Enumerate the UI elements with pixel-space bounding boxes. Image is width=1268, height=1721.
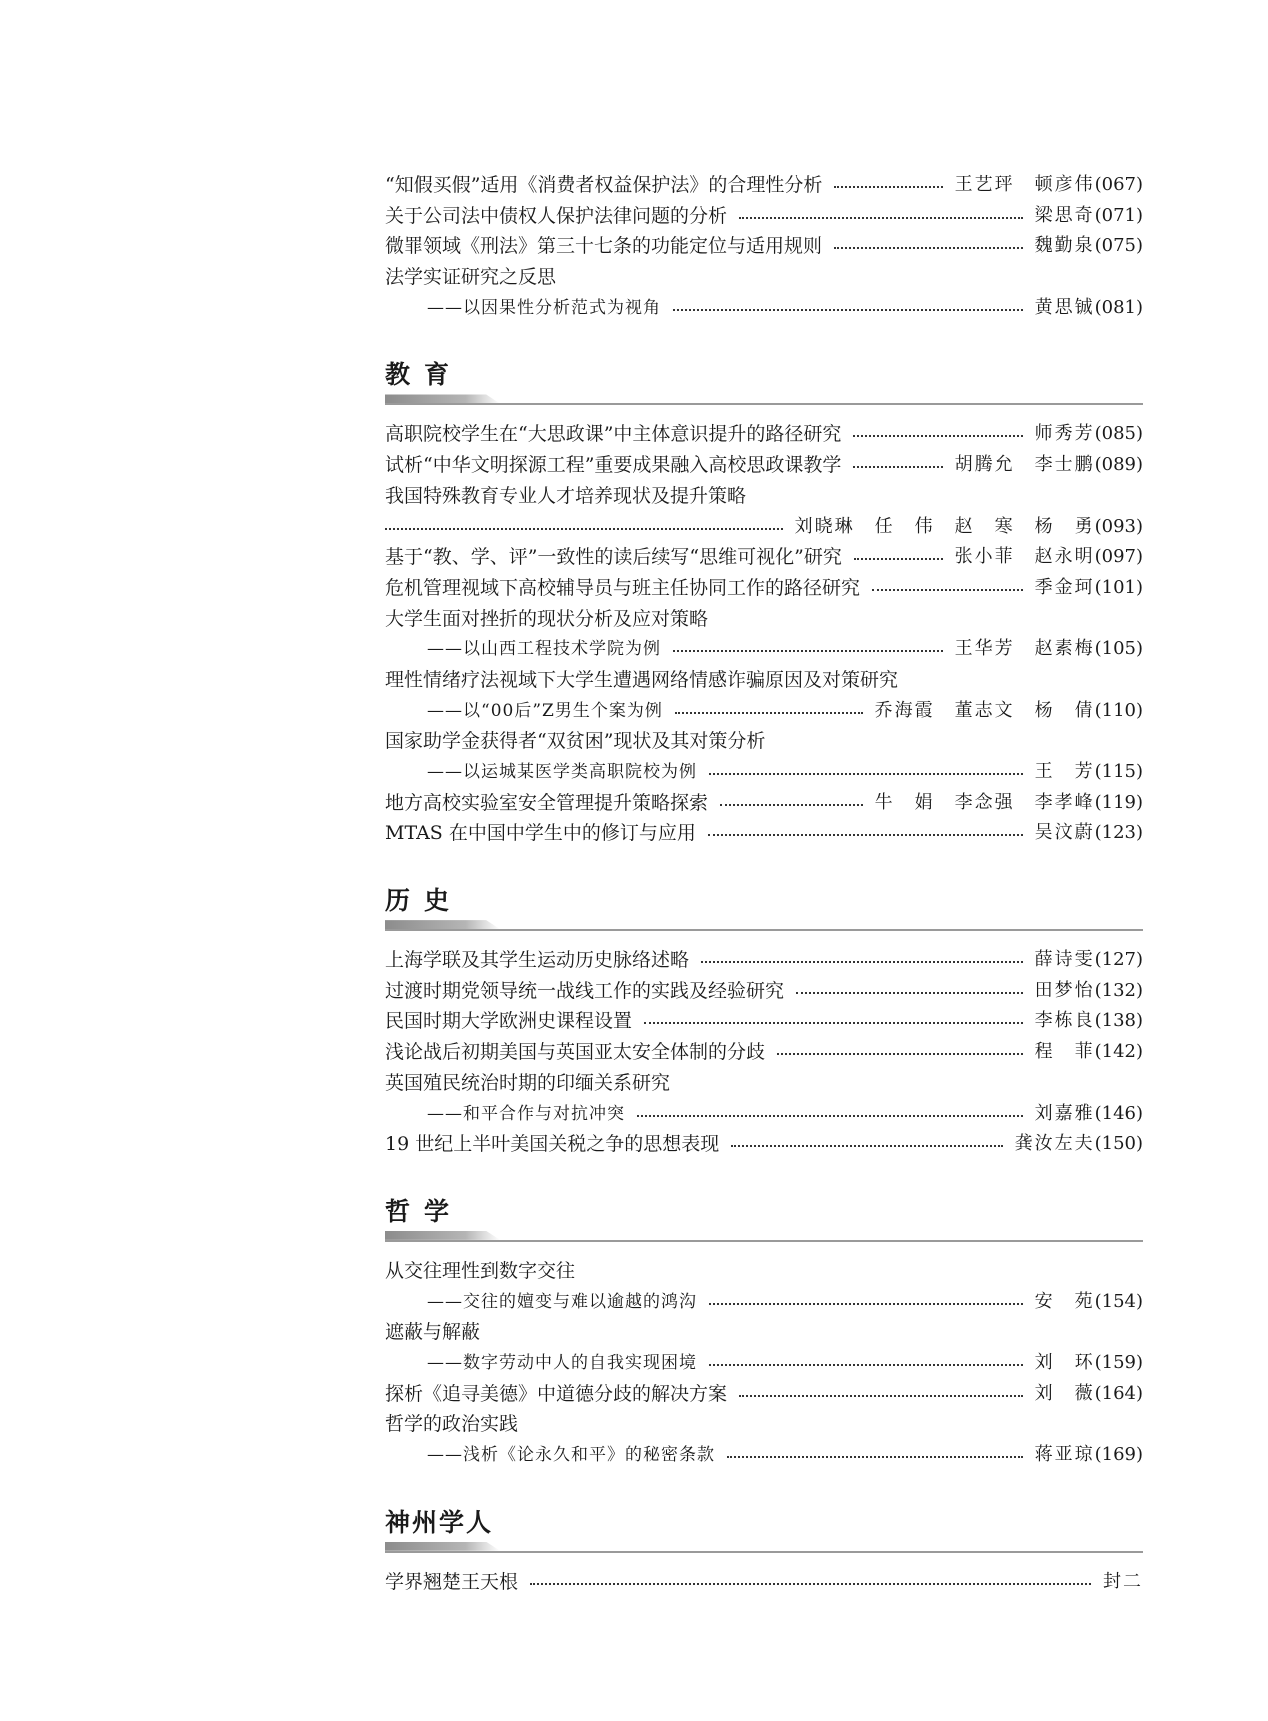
toc-entry[interactable] (385, 512, 1143, 543)
entry-ref (1035, 1348, 1143, 1379)
dot-leader (637, 1115, 1023, 1117)
entry-authors: 牛 娟 李念强 李孝峰 (874, 791, 1095, 813)
entry-ref (1035, 757, 1143, 788)
entry-page: (138) (1094, 1010, 1143, 1032)
dot-leader (720, 804, 863, 806)
dot-leader (709, 1303, 1023, 1305)
entry-title: 探析《追寻美德》中道德分歧的解决方案 (385, 1382, 728, 1405)
toc-entry-subtitle[interactable] (385, 634, 1143, 665)
entry-authors: 安 苑 (1034, 1290, 1095, 1312)
section-title: 神州学人 (385, 1507, 494, 1537)
section-rule (385, 1551, 1143, 1553)
entry-ref (955, 450, 1143, 481)
section-header (385, 1493, 1143, 1553)
toc-entry[interactable] (385, 1409, 1143, 1440)
entry-page: (150) (1094, 1133, 1143, 1155)
entry-ref (1035, 1037, 1143, 1068)
entry-ref (875, 788, 1143, 819)
entry-authors: 梁思奇 (1034, 204, 1095, 226)
toc-entry[interactable] (385, 1037, 1143, 1068)
entry-page: (164) (1094, 1382, 1143, 1404)
section-accent-bar (385, 394, 500, 403)
toc-entry[interactable] (385, 788, 1143, 819)
toc-entry[interactable] (385, 976, 1143, 1007)
dot-leader (796, 992, 1023, 994)
entry-ref (1035, 1379, 1143, 1410)
entry-authors: 黄思铖 (1034, 296, 1095, 318)
dot-leader (739, 1395, 1023, 1397)
entry-title: ——以山西工程技术学院为例 (427, 639, 661, 660)
entry-title: ——和平合作与对抗冲突 (427, 1103, 625, 1124)
entry-ref (795, 512, 1143, 543)
toc-entry-subtitle[interactable] (385, 1287, 1143, 1318)
dot-leader (530, 1583, 1091, 1585)
entry-page: (105) (1094, 638, 1143, 660)
entry-authors: 乔海霞 董志文 杨 倩 (874, 699, 1095, 721)
entry-title: 过渡时期党领导统一战线工作的实践及经验研究 (385, 979, 785, 1002)
entry-title: 英国殖民统治时期的印缅关系研究 (385, 1071, 671, 1094)
section-accent-bar (385, 920, 500, 929)
entry-title: 理性情绪疗法视域下大学生遭遇网络情感诈骗原因及对策研究 (385, 668, 899, 691)
section-header (385, 871, 1143, 931)
entry-ref (1035, 818, 1143, 849)
toc-entry[interactable] (385, 945, 1143, 976)
entry-page: (097) (1094, 546, 1143, 568)
toc-entry[interactable] (385, 201, 1143, 232)
section-rule (385, 403, 1143, 405)
toc-entry[interactable] (385, 818, 1143, 849)
entry-authors: 魏勤泉 (1034, 235, 1095, 257)
section-accent-bar (385, 1231, 500, 1240)
dot-leader (708, 834, 1023, 836)
entry-authors: 刘嘉雅 (1034, 1102, 1095, 1124)
section-title: 教育 (385, 360, 464, 390)
dot-leader (834, 247, 1023, 249)
entry-authors: 田梦怡 (1034, 979, 1095, 1001)
toc-entry[interactable] (385, 450, 1143, 481)
entry-page: (110) (1094, 699, 1143, 721)
toc-entry[interactable] (385, 1379, 1143, 1410)
dot-leader (709, 1364, 1023, 1366)
entry-ref (955, 634, 1143, 665)
entry-authors: 王华芳 赵素梅 (954, 638, 1095, 660)
entry-authors: 李栋良 (1034, 1010, 1095, 1032)
entry-title: 遮蔽与解蔽 (385, 1321, 481, 1344)
toc-entry[interactable] (385, 262, 1143, 293)
entry-page: (081) (1094, 296, 1143, 318)
entry-title: 学界翘楚王天根 (385, 1570, 519, 1593)
entry-ref (1035, 976, 1143, 1007)
entry-ref (1035, 1006, 1143, 1037)
entry-authors: 张小菲 赵永明 (954, 546, 1095, 568)
entry-title: 法学实证研究之反思 (385, 266, 557, 289)
entry-title: 关于公司法中债权人保护法律问题的分析 (385, 204, 728, 227)
toc-entry[interactable] (385, 542, 1143, 573)
entry-title: 大学生面对挫折的现状分析及应对策略 (385, 607, 709, 630)
entry-ref (1035, 293, 1143, 324)
table-of-contents (385, 170, 1143, 1597)
toc-entry-subtitle[interactable] (385, 757, 1143, 788)
entry-page: (119) (1094, 791, 1143, 813)
toc-entry[interactable] (385, 726, 1143, 757)
entry-authors: 薛诗雯 (1034, 949, 1095, 971)
entry-authors: 胡腾允 李士鹏 (954, 454, 1095, 476)
entry-page: (127) (1094, 949, 1143, 971)
section-title: 哲学 (385, 1196, 464, 1226)
entry-ref (1035, 201, 1143, 232)
toc-entry[interactable] (385, 1256, 1143, 1287)
dot-leader (853, 435, 1023, 437)
entry-page: (085) (1094, 423, 1143, 445)
dot-leader (854, 558, 943, 560)
entry-title: MTAS 在中国中学生中的修订与应用 (385, 822, 696, 845)
toc-entry[interactable] (385, 1129, 1143, 1160)
entry-title: “知假买假”适用《消费者权益保护法》的合理性分析 (385, 174, 823, 196)
entry-title: 基于“教、学、评”一致性的读后续写“思维可视化”研究 (385, 546, 842, 569)
dot-leader (727, 1456, 1023, 1458)
section-rule (385, 929, 1143, 931)
dot-leader (675, 712, 863, 714)
entry-title: 民国时期大学欧洲史课程设置 (385, 1010, 633, 1033)
entry-authors: 封二 (1103, 1570, 1143, 1592)
entry-ref (955, 542, 1143, 573)
toc-entry-subtitle[interactable] (385, 1348, 1143, 1379)
entry-page: (132) (1094, 979, 1143, 1001)
entry-ref (1035, 1099, 1143, 1130)
entry-page: (123) (1094, 822, 1143, 844)
entry-page: (067) (1094, 174, 1143, 195)
entry-ref (1035, 1287, 1143, 1318)
entry-page: (142) (1094, 1041, 1143, 1063)
entry-title: ——交往的嬗变与难以逾越的鸿沟 (427, 1291, 697, 1312)
entry-title: 浅论战后初期美国与英国亚太安全体制的分歧 (385, 1041, 766, 1064)
entry-title: 试析“中华文明探源工程”重要成果融入高校思政课教学 (385, 454, 842, 477)
entry-authors: 龚汝左夫 (1014, 1133, 1095, 1155)
entry-authors: 吴汶蔚 (1034, 822, 1095, 844)
section-header (385, 345, 1143, 405)
toc-entry[interactable] (385, 1317, 1143, 1348)
toc-entry-subtitle[interactable] (385, 1440, 1143, 1471)
dot-leader (385, 528, 783, 530)
entry-page: (159) (1094, 1351, 1143, 1373)
entry-ref (955, 170, 1143, 201)
entry-page: (101) (1094, 576, 1143, 598)
entry-title: ——数字劳动中人的自我实现困境 (427, 1352, 697, 1373)
entry-page: (071) (1094, 204, 1143, 226)
toc-entry[interactable] (385, 665, 1143, 696)
dot-leader (701, 961, 1023, 963)
entry-page: (169) (1094, 1444, 1143, 1465)
dot-leader (853, 466, 943, 468)
entry-title: ——浅析《论永久和平》的秘密条款 (427, 1445, 715, 1465)
section-header (385, 1182, 1143, 1242)
section-rule (385, 1240, 1143, 1242)
entry-title: 微罪领域《刑法》第三十七条的功能定位与适用规则 (385, 235, 823, 258)
dot-leader (834, 186, 943, 188)
entry-page: (093) (1094, 515, 1143, 537)
entry-title: 哲学的政治实践 (385, 1413, 519, 1436)
entry-page: (075) (1094, 235, 1143, 257)
entry-title: ——以运城某医学类高职院校为例 (427, 762, 697, 782)
entry-authors: 王 芳 (1034, 761, 1095, 782)
toc-entry[interactable] (385, 604, 1143, 635)
entry-authors: 刘晓琳 任 伟 赵 寒 杨 勇 (794, 515, 1095, 537)
entry-authors: 蒋亚琼 (1034, 1444, 1095, 1465)
entry-title: ——以因果性分析范式为视角 (427, 297, 661, 318)
entry-title: 从交往理性到数字交往 (385, 1259, 576, 1282)
dot-leader (709, 773, 1023, 775)
dot-leader (644, 1022, 1023, 1024)
toc-entry-subtitle[interactable] (385, 1099, 1143, 1130)
entry-authors: 程 菲 (1034, 1041, 1095, 1063)
section-accent-bar (385, 1542, 500, 1551)
entry-title: 上海学联及其学生运动历史脉络述略 (385, 949, 690, 972)
entry-page: (089) (1094, 454, 1143, 476)
section-title: 历史 (385, 886, 464, 916)
dot-leader (872, 589, 1023, 591)
entry-title: ——以“00后”Z男生个案为例 (427, 700, 663, 721)
toc-entry[interactable] (385, 231, 1143, 262)
entry-authors: 王艺玶 顿彦伟 (954, 174, 1095, 195)
entry-page: (146) (1094, 1102, 1143, 1124)
entry-ref (1015, 1129, 1143, 1160)
dot-leader (673, 309, 1023, 311)
entry-title: 19 世纪上半叶美国关税之争的思想表现 (385, 1133, 720, 1156)
entry-title: 我国特殊教育专业人才培养现状及提升策略 (385, 484, 747, 507)
entry-authors: 师秀芳 (1034, 423, 1095, 445)
entry-ref (1103, 1567, 1143, 1598)
dot-leader (777, 1053, 1023, 1055)
toc-entry-subtitle[interactable] (385, 293, 1143, 324)
entry-ref (1035, 1440, 1143, 1471)
toc-entry-subtitle[interactable] (385, 696, 1143, 727)
toc-entry[interactable] (385, 1006, 1143, 1037)
entry-ref (1035, 231, 1143, 262)
toc-entry[interactable] (385, 481, 1143, 512)
entry-authors: 季金珂 (1034, 576, 1095, 598)
entry-title: 高职院校学生在“大思政课”中主体意识提升的路径研究 (385, 423, 842, 446)
toc-entry[interactable] (385, 1068, 1143, 1099)
toc-entry[interactable] (385, 170, 1143, 201)
dot-leader (673, 650, 943, 652)
entry-ref (1035, 945, 1143, 976)
entry-ref (1035, 419, 1143, 450)
dot-leader (739, 217, 1023, 219)
entry-page: (115) (1094, 761, 1143, 782)
entry-page: (154) (1094, 1290, 1143, 1312)
toc-entry[interactable] (385, 419, 1143, 450)
entry-title: 危机管理视域下高校辅导员与班主任协同工作的路径研究 (385, 576, 861, 599)
toc-entry[interactable] (385, 1567, 1143, 1598)
entry-authors: 刘 环 (1034, 1351, 1095, 1373)
toc-entry[interactable] (385, 573, 1143, 604)
entry-title: 国家助学金获得者“双贫困”现状及其对策分析 (385, 730, 766, 753)
entry-ref (875, 696, 1143, 727)
entry-ref (1035, 573, 1143, 604)
entry-authors: 刘 薇 (1034, 1382, 1095, 1404)
entry-title: 地方高校实验室安全管理提升策略探索 (385, 791, 709, 814)
dot-leader (731, 1145, 1003, 1147)
